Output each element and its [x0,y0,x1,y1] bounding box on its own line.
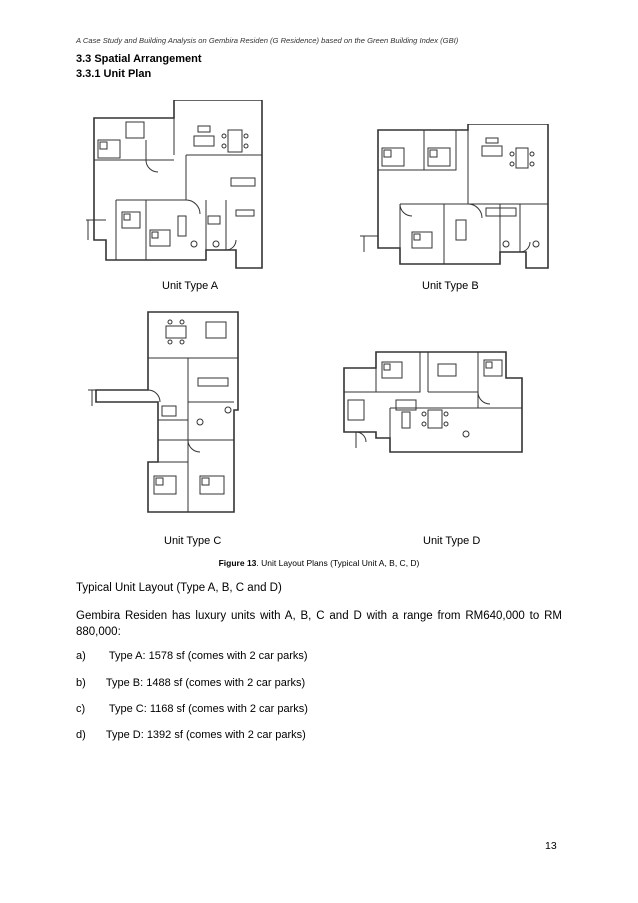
figure-number: Figure 13 [218,558,257,568]
list-text: Type C: 1168 sf (comes with 2 car parks) [108,703,308,715]
floor-plan-type-d [338,348,528,454]
plan-label-type-b: Unit Type B [422,280,479,292]
body-title: Typical Unit Layout (Type A, B, C and D) [76,582,282,594]
figure-caption [0,558,638,568]
plan-label-type-d: Unit Type D [423,535,481,547]
floor-plan-type-c [88,310,248,514]
list-item [76,677,305,689]
list-text: Type A: 1578 sf (comes with 2 car parks) [108,650,308,662]
plan-label-type-a: Unit Type A [162,280,219,292]
list-text: Type D: 1392 sf (comes with 2 car parks) [105,729,306,741]
list-text: Type B: 1488 sf (comes with 2 car parks) [105,677,306,689]
subsection-heading: 3.3.1 Unit Plan [76,68,152,80]
running-header: A Case Study and Building Analysis on Gembira Residen (G Residence) based on the Green Building Index (GBI) [76,36,459,45]
list-item [76,729,306,741]
plan-label-type-c: Unit Type C [164,535,222,547]
body-intro: Gembira Residen has luxury units with A, B, C and D with a range from RM640,000 to RM 880,000: [76,610,562,638]
list-marker: b) [76,677,86,689]
figure-caption-text: . Unit Layout Plans (Typical Unit A, B, C, D) [256,558,420,568]
list-marker: d) [76,729,86,741]
floor-plan-type-b [360,124,550,270]
page-number: 13 [545,840,557,852]
list-item [76,650,308,662]
section-heading: 3.3 Spatial Arrangement [76,53,202,65]
list-marker: a) [76,650,86,662]
floor-plan-type-a [86,100,266,270]
list-item [76,703,308,715]
list-marker: c) [76,703,86,715]
